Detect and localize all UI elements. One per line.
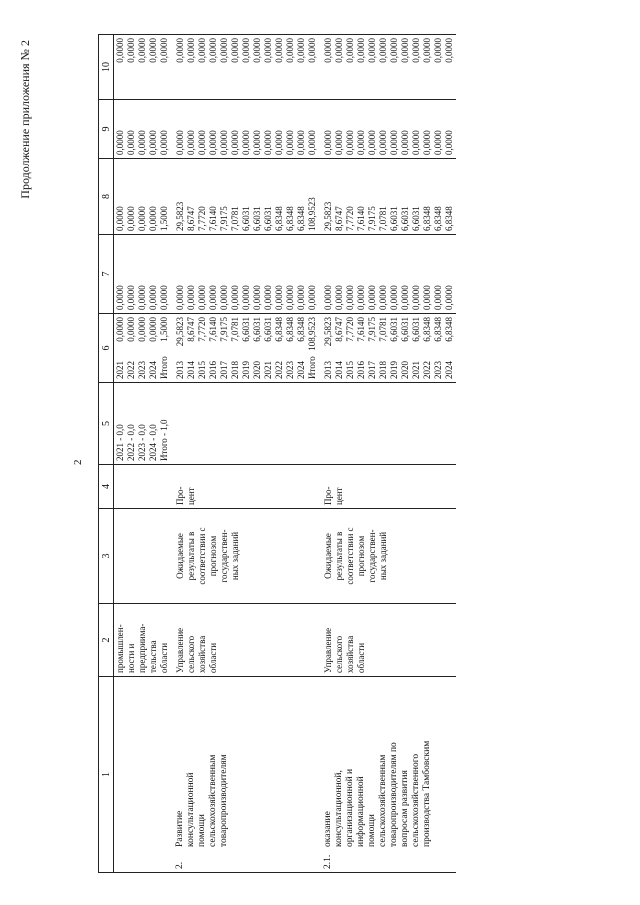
value: 29,5823 bbox=[175, 201, 185, 231]
year-label: 2022 bbox=[274, 361, 284, 379]
year-label: 2020 bbox=[400, 361, 410, 379]
value: 6,8348 bbox=[296, 317, 306, 342]
year-label: Итого bbox=[159, 356, 169, 379]
value: 6,8348 bbox=[444, 206, 454, 231]
year-label: 2018 bbox=[230, 361, 240, 379]
value: 0,0000 bbox=[378, 130, 388, 155]
value: 0,0000 bbox=[433, 130, 443, 155]
value: 0,0000 bbox=[115, 285, 125, 310]
value: 6,6031 bbox=[411, 317, 421, 342]
value: 0,0000 bbox=[148, 285, 158, 310]
value: 0,0000 bbox=[422, 38, 432, 63]
year-value-line bbox=[433, 317, 444, 379]
value: 0,0000 bbox=[400, 285, 410, 310]
value: 0,0000 bbox=[285, 285, 295, 310]
value: 0,0000 bbox=[411, 130, 421, 155]
year-label: 2014 bbox=[334, 361, 344, 379]
page-number: 2 bbox=[72, 459, 84, 465]
value: 0,0000 bbox=[389, 130, 399, 155]
value: 29,5823 bbox=[175, 317, 185, 347]
funding-value: 2024 - 0,0 bbox=[148, 424, 158, 461]
value: 7,0781 bbox=[230, 317, 240, 342]
result-cell bbox=[114, 509, 172, 604]
column-header: 9 bbox=[99, 100, 114, 159]
year-value-line bbox=[444, 317, 455, 379]
value: 0,0000 bbox=[378, 38, 388, 63]
column-header: 2 bbox=[99, 604, 114, 677]
year-value-line bbox=[411, 317, 422, 379]
value: 6,8348 bbox=[433, 317, 443, 342]
value: 0,0000 bbox=[137, 130, 147, 155]
year-label: 2017 bbox=[219, 361, 229, 379]
funding-by-year-cell bbox=[319, 383, 456, 465]
table-row-section-2-1 bbox=[319, 35, 456, 873]
value-cell-col7 bbox=[319, 235, 456, 314]
value: 0,0000 bbox=[197, 130, 207, 155]
value: 0,0000 bbox=[263, 38, 273, 63]
executor-cell: Управление сельского хозяйства области bbox=[319, 604, 456, 677]
value: 0,0000 bbox=[175, 130, 185, 155]
value: 0,0000 bbox=[252, 130, 262, 155]
year-label: 2023 bbox=[285, 361, 295, 379]
year-value-line bbox=[334, 317, 345, 379]
value: 0,0000 bbox=[148, 317, 158, 342]
value: 6,6031 bbox=[241, 206, 251, 231]
value: 7,0781 bbox=[378, 206, 388, 231]
value: 7,9175 bbox=[219, 317, 229, 342]
year-label: 2019 bbox=[241, 361, 251, 379]
value: 0,0000 bbox=[252, 38, 262, 63]
column-header: 7 bbox=[99, 235, 114, 314]
value: 0,0000 bbox=[296, 130, 306, 155]
value: 0,0000 bbox=[219, 38, 229, 63]
item-name: Развитие консультационной помощи сельскохозяйственным товаропроизводителям bbox=[175, 754, 229, 847]
column-header: 6 bbox=[99, 314, 114, 383]
value: 7,7720 bbox=[345, 206, 355, 231]
value: 0,0000 bbox=[208, 38, 218, 63]
executor-cell: Управление сельского хозяйства области bbox=[171, 604, 319, 677]
value: 0,0000 bbox=[356, 38, 366, 63]
value: 8,6747 bbox=[186, 317, 196, 342]
value: 6,6031 bbox=[263, 317, 273, 342]
year-label: 2017 bbox=[367, 361, 377, 379]
value: 8,6747 bbox=[334, 206, 344, 231]
value: 0,0000 bbox=[274, 130, 284, 155]
value-cell-col7 bbox=[171, 235, 319, 314]
value: 0,0000 bbox=[307, 285, 317, 310]
value: 6,8348 bbox=[274, 317, 284, 342]
value: 0,0000 bbox=[137, 38, 147, 63]
value: 0,0000 bbox=[148, 38, 158, 63]
value: 6,6031 bbox=[263, 206, 273, 231]
value: 7,6140 bbox=[208, 317, 218, 342]
value: 6,8348 bbox=[274, 206, 284, 231]
year-value-line bbox=[186, 317, 197, 379]
value-cell-col10 bbox=[114, 35, 172, 100]
item-name: оказание консультационной, организационной и информационной помощи сельскохозяйственным товаропроизводителям по вопросам развития сельскохозяйственного производства Тамбовским bbox=[323, 740, 432, 847]
value: 0,0000 bbox=[285, 130, 295, 155]
value: 1,5000 bbox=[159, 206, 169, 231]
value: 0,0000 bbox=[285, 38, 295, 63]
value-cell-col9 bbox=[171, 100, 319, 159]
year-label: 2021 bbox=[411, 361, 421, 379]
year-value-line bbox=[230, 317, 241, 379]
year-value-line bbox=[274, 317, 285, 379]
value: 0,0000 bbox=[400, 130, 410, 155]
value: 7,6140 bbox=[356, 206, 366, 231]
year-label: 2014 bbox=[186, 361, 196, 379]
year-value-line bbox=[296, 317, 307, 379]
column-header: 4 bbox=[99, 465, 114, 509]
value: 0,0000 bbox=[345, 285, 355, 310]
value: 7,9175 bbox=[367, 317, 377, 342]
year-label: 2016 bbox=[356, 361, 366, 379]
value: 0,0000 bbox=[126, 285, 136, 310]
value: 6,8348 bbox=[296, 206, 306, 231]
year-label: 2015 bbox=[197, 361, 207, 379]
year-value-line bbox=[208, 317, 219, 379]
funding-value: 2022 - 0,0 bbox=[126, 424, 136, 461]
value: 8,6747 bbox=[334, 317, 344, 342]
value-cell-col10 bbox=[171, 35, 319, 100]
value: 0,0000 bbox=[230, 130, 240, 155]
value: 0,0000 bbox=[148, 130, 158, 155]
value: 0,0000 bbox=[444, 38, 454, 63]
value: 0,0000 bbox=[263, 130, 273, 155]
item-number: 2. bbox=[175, 861, 185, 869]
year-value-line bbox=[378, 317, 389, 379]
year-value-line bbox=[345, 317, 356, 379]
value: 0,0000 bbox=[159, 38, 169, 63]
table-row-section-2 bbox=[171, 35, 319, 873]
value: 6,6031 bbox=[252, 206, 262, 231]
value: 0,0000 bbox=[241, 38, 251, 63]
value-cell-col9 bbox=[114, 100, 172, 159]
value: 6,6031 bbox=[389, 206, 399, 231]
item-number: 2.1. bbox=[323, 854, 333, 869]
value: 0,0000 bbox=[367, 38, 377, 63]
value: 0,0000 bbox=[378, 285, 388, 310]
value: 0,0000 bbox=[175, 38, 185, 63]
value: 0,0000 bbox=[422, 285, 432, 310]
year-label: 2022 bbox=[126, 361, 136, 379]
year-value-line bbox=[422, 317, 433, 379]
value: 108,9523 bbox=[307, 197, 317, 231]
value: 7,7720 bbox=[345, 317, 355, 342]
year-label: 2024 bbox=[148, 361, 158, 379]
value: 0,0000 bbox=[296, 285, 306, 310]
value: 0,0000 bbox=[186, 38, 196, 63]
value: 0,0000 bbox=[197, 38, 207, 63]
value: 7,6140 bbox=[208, 206, 218, 231]
value: 0,0000 bbox=[307, 38, 317, 63]
value: 29,5823 bbox=[323, 201, 333, 231]
executor-cell: промышлен- ности и предприима- тельства области bbox=[114, 604, 172, 677]
table-header-row bbox=[99, 35, 114, 873]
value: 108,9523 bbox=[307, 317, 317, 351]
value: 0,0000 bbox=[389, 38, 399, 63]
name-cell bbox=[319, 677, 456, 873]
value: 0,0000 bbox=[219, 130, 229, 155]
year-value-line bbox=[197, 317, 208, 379]
value: 0,0000 bbox=[356, 130, 366, 155]
value: 6,8348 bbox=[285, 317, 295, 342]
year-value-line bbox=[241, 317, 252, 379]
year-value-line bbox=[323, 317, 334, 379]
value-cell-col10 bbox=[319, 35, 456, 100]
name-cell bbox=[171, 677, 319, 873]
value: 6,8348 bbox=[422, 317, 432, 342]
value: 0,0000 bbox=[444, 130, 454, 155]
value: 0,0000 bbox=[334, 38, 344, 63]
year-label: 2013 bbox=[175, 361, 185, 379]
funding-by-year-cell bbox=[171, 383, 319, 465]
value: 6,6031 bbox=[252, 317, 262, 342]
year-value-line bbox=[356, 317, 367, 379]
value: 0,0000 bbox=[159, 130, 169, 155]
value-cell-col8 bbox=[114, 159, 172, 235]
unit-cell bbox=[114, 465, 172, 509]
value: 0,0000 bbox=[137, 317, 147, 342]
value: 0,0000 bbox=[115, 130, 125, 155]
result-cell: Ожидаемые результаты в соответствии с прогнозом государствен- ных заданий bbox=[171, 509, 319, 604]
year-value-line bbox=[285, 317, 296, 379]
value: 0,0000 bbox=[356, 285, 366, 310]
value: 7,9175 bbox=[367, 206, 377, 231]
value: 0,0000 bbox=[208, 285, 218, 310]
value: 6,6031 bbox=[389, 317, 399, 342]
value: 0,0000 bbox=[411, 285, 421, 310]
funding-by-year-cell bbox=[114, 383, 172, 465]
value: 0,0000 bbox=[345, 130, 355, 155]
value: 6,8348 bbox=[433, 206, 443, 231]
column-header: 1 bbox=[99, 677, 114, 873]
value: 0,0000 bbox=[433, 38, 443, 63]
year-total-cell bbox=[114, 314, 172, 383]
value: 7,7720 bbox=[197, 206, 207, 231]
page-header bbox=[0, 0, 90, 905]
year-label: 2021 bbox=[115, 361, 125, 379]
value: 7,6140 bbox=[356, 317, 366, 342]
value: 0,0000 bbox=[296, 38, 306, 63]
program-table bbox=[98, 34, 456, 873]
value: 6,6031 bbox=[400, 317, 410, 342]
column-header: 10 bbox=[99, 35, 114, 100]
value: 0,0000 bbox=[323, 38, 333, 63]
value: 0,0000 bbox=[186, 130, 196, 155]
column-header: 8 bbox=[99, 159, 114, 235]
year-value-line bbox=[400, 317, 411, 379]
value: 0,0000 bbox=[263, 285, 273, 310]
value: 0,0000 bbox=[241, 285, 251, 310]
year-value-line bbox=[175, 317, 186, 379]
value: 0,0000 bbox=[367, 130, 377, 155]
funding-value: 2021 - 0,0 bbox=[115, 424, 125, 461]
value: 0,0000 bbox=[197, 285, 207, 310]
table-row-continuation bbox=[114, 35, 172, 873]
year-label: 2019 bbox=[389, 361, 399, 379]
value: 0,0000 bbox=[186, 285, 196, 310]
value: 0,0000 bbox=[126, 38, 136, 63]
value: 0,0000 bbox=[115, 206, 125, 231]
value: 0,0000 bbox=[208, 130, 218, 155]
value: 0,0000 bbox=[137, 206, 147, 231]
year-value-line bbox=[307, 317, 318, 379]
year-value-line bbox=[219, 317, 230, 379]
value-cell-col8 bbox=[319, 159, 456, 235]
value: 0,0000 bbox=[307, 130, 317, 155]
year-label: 2015 bbox=[345, 361, 355, 379]
year-label: 2013 bbox=[323, 361, 333, 379]
value: 0,0000 bbox=[126, 206, 136, 231]
value: 6,6031 bbox=[411, 206, 421, 231]
value: 0,0000 bbox=[148, 206, 158, 231]
value: 0,0000 bbox=[219, 285, 229, 310]
value: 0,0000 bbox=[444, 285, 454, 310]
value: 7,0781 bbox=[230, 206, 240, 231]
value: 0,0000 bbox=[241, 130, 251, 155]
value: 0,0000 bbox=[137, 285, 147, 310]
value: 0,0000 bbox=[274, 285, 284, 310]
value: 0,0000 bbox=[274, 38, 284, 63]
value: 7,7720 bbox=[197, 317, 207, 342]
value: 6,6031 bbox=[400, 206, 410, 231]
value: 0,0000 bbox=[334, 285, 344, 310]
value: 0,0000 bbox=[400, 38, 410, 63]
value: 7,9175 bbox=[219, 206, 229, 231]
year-label: 2016 bbox=[208, 361, 218, 379]
value: 0,0000 bbox=[389, 285, 399, 310]
value: 0,0000 bbox=[126, 317, 136, 342]
value: 0,0000 bbox=[230, 38, 240, 63]
funding-value: Итого - 1,0 bbox=[159, 419, 169, 461]
value: 8,6747 bbox=[186, 206, 196, 231]
value: 6,8348 bbox=[444, 317, 454, 342]
value: 0,0000 bbox=[433, 285, 443, 310]
year-label: Итого bbox=[307, 356, 317, 379]
year-label: 2018 bbox=[378, 361, 388, 379]
column-header: 3 bbox=[99, 509, 114, 604]
value: 0,0000 bbox=[159, 285, 169, 310]
result-cell: Ожидаемые результаты в соответствии с прогнозом государствен- ных заданий bbox=[319, 509, 456, 604]
year-total-cell bbox=[171, 314, 319, 383]
funding-value: 2023 - 0,0 bbox=[137, 424, 147, 461]
year-value-line bbox=[263, 317, 274, 379]
value: 0,0000 bbox=[175, 285, 185, 310]
unit-cell: Про- цент bbox=[171, 465, 319, 509]
value: 0,0000 bbox=[367, 285, 377, 310]
value: 0,0000 bbox=[115, 317, 125, 342]
value: 1,5000 bbox=[159, 317, 169, 342]
year-value-line bbox=[367, 317, 378, 379]
year-value-line bbox=[252, 317, 263, 379]
value: 0,0000 bbox=[345, 38, 355, 63]
value: 0,0000 bbox=[422, 130, 432, 155]
name-cell bbox=[114, 677, 172, 873]
year-label: 2022 bbox=[422, 361, 432, 379]
value-cell-col7 bbox=[114, 235, 172, 314]
value: 0,0000 bbox=[334, 130, 344, 155]
year-label: 2021 bbox=[263, 361, 273, 379]
value: 6,6031 bbox=[241, 317, 251, 342]
year-label: 2020 bbox=[252, 361, 262, 379]
value: 29,5823 bbox=[323, 317, 333, 347]
year-total-cell bbox=[319, 314, 456, 383]
value-cell-col8 bbox=[171, 159, 319, 235]
year-label: 2024 bbox=[444, 361, 454, 379]
year-label: 2023 bbox=[137, 361, 147, 379]
value: 0,0000 bbox=[126, 130, 136, 155]
value: 0,0000 bbox=[323, 130, 333, 155]
value: 0,0000 bbox=[323, 285, 333, 310]
value: 6,8348 bbox=[285, 206, 295, 231]
year-value-line bbox=[389, 317, 400, 379]
unit-cell: Про- цент bbox=[319, 465, 456, 509]
value: 0,0000 bbox=[230, 285, 240, 310]
value: 6,8348 bbox=[422, 206, 432, 231]
value: 0,0000 bbox=[115, 38, 125, 63]
value: 0,0000 bbox=[252, 285, 262, 310]
value: 7,0781 bbox=[378, 317, 388, 342]
year-label: 2023 bbox=[433, 361, 443, 379]
continuation-label: Продолжение приложения № 2 bbox=[18, 40, 32, 199]
year-label: 2024 bbox=[296, 361, 306, 379]
value: 0,0000 bbox=[411, 38, 421, 63]
column-header: 5 bbox=[99, 383, 114, 465]
value-cell-col9 bbox=[319, 100, 456, 159]
